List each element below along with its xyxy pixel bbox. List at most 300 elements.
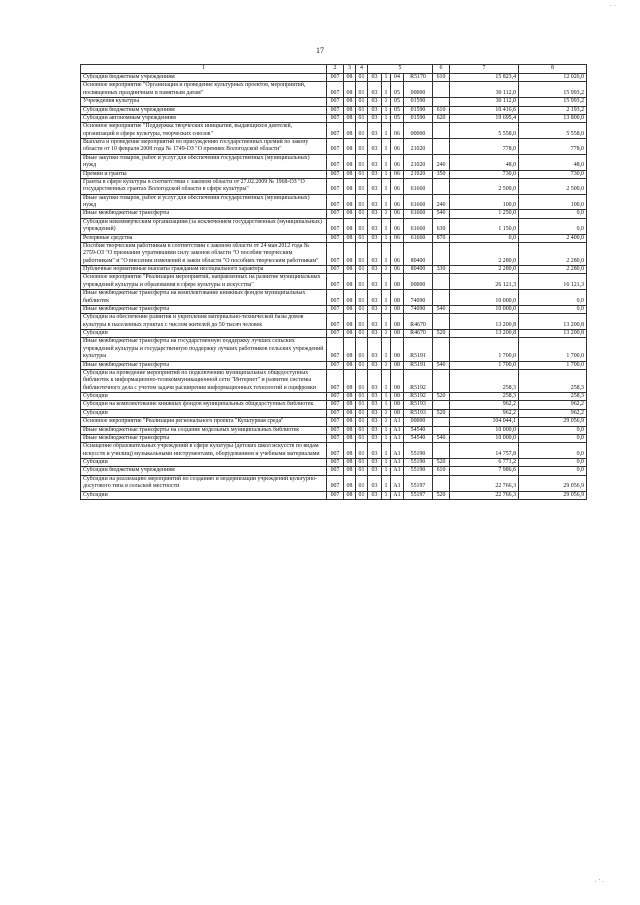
table-row <box>81 361 587 369</box>
amount-year2-cell: 0,0 <box>519 210 587 218</box>
amount-year1-cell: 13 200,8 <box>450 330 519 338</box>
name-cell: Иные закупки товаров, работ и услуг для обеспечения государственных (муниципальных) нужд <box>81 194 327 210</box>
subsection-cell: 01 <box>356 361 368 369</box>
target-event-cell: 05 <box>391 106 404 114</box>
target-direction-cell: R4670 <box>404 314 433 330</box>
section-cell: 08 <box>344 74 356 82</box>
expense-type-cell: 540 <box>433 361 450 369</box>
ved-cell: 007 <box>327 393 344 401</box>
table-row <box>81 409 587 417</box>
target-subprogram-cell: 1 <box>382 330 391 338</box>
target-subprogram-cell: 1 <box>382 194 391 210</box>
expense-type-cell <box>433 242 450 265</box>
target-subprogram-cell: 1 <box>382 409 391 417</box>
section-cell: 08 <box>344 234 356 242</box>
name-cell: Иные межбюджетные трансферты на государственную поддержку лучших сельских учреждений культуры и государственную поддержку лучших работников сельских учреждений культуры <box>81 338 327 361</box>
table-row <box>81 434 587 442</box>
target-event-cell: 08 <box>391 274 404 290</box>
section-cell: 08 <box>344 114 356 122</box>
target-event-cell: A1 <box>391 434 404 442</box>
target-subprogram-cell: 1 <box>382 210 391 218</box>
target-program-cell: 03 <box>368 242 382 265</box>
target-event-cell: 05 <box>391 82 404 98</box>
amount-year2-cell: 1 700,0 <box>519 361 587 369</box>
amount-year2-cell: 258,3 <box>519 369 587 392</box>
section-cell: 08 <box>344 305 356 313</box>
subsection-cell: 01 <box>356 314 368 330</box>
expense-type-cell: 540 <box>433 305 450 313</box>
subsection-cell: 01 <box>356 210 368 218</box>
target-event-cell: 06 <box>391 218 404 234</box>
subsection-cell: 01 <box>356 178 368 194</box>
name-cell: Субсидии на обеспечение развития и укрепления материально-технической базы домов культуры в населенных пунктах с числом жителей до 50 тысяч человек <box>81 314 327 330</box>
target-direction-cell: 21020 <box>404 139 433 155</box>
table-row <box>81 443 587 459</box>
name-cell: Субсидии автономным учреждениям <box>81 114 327 122</box>
subsection-cell: 01 <box>356 426 368 434</box>
target-subprogram-cell: 1 <box>382 314 391 330</box>
table-row <box>81 154 587 170</box>
ved-cell: 007 <box>327 409 344 417</box>
header-cell-3: 3 <box>344 65 356 74</box>
target-direction-cell: 55197 <box>404 491 433 499</box>
table-row <box>81 194 587 210</box>
target-event-cell: 06 <box>391 234 404 242</box>
name-cell: Основное мероприятие "Поддержка творческих инициатив, выдающихся деятелей, организаций в сфере культуры, творческих союзов" <box>81 123 327 139</box>
target-program-cell: 03 <box>368 338 382 361</box>
target-subprogram-cell: 1 <box>382 290 391 306</box>
amount-year1-cell: 10 000,0 <box>450 434 519 442</box>
amount-year2-cell: 13 200,8 <box>519 330 587 338</box>
section-cell: 08 <box>344 459 356 467</box>
amount-year2-cell: 13 200,8 <box>519 314 587 330</box>
amount-year2-cell: 962,2 <box>519 409 587 417</box>
target-direction-cell: 00000 <box>404 123 433 139</box>
ved-cell: 007 <box>327 361 344 369</box>
amount-year2-cell: 0,0 <box>519 443 587 459</box>
target-program-cell: 03 <box>368 234 382 242</box>
target-direction-cell: R5191 <box>404 361 433 369</box>
target-program-cell: 03 <box>368 114 382 122</box>
target-program-cell: 03 <box>368 434 382 442</box>
name-cell: Субсидии на реализацию мероприятий по созданию и модернизации учреждений культурно-досугового типа в сельской местности <box>81 475 327 491</box>
amount-year2-cell: 29 056,9 <box>519 475 587 491</box>
amount-year1-cell: 1 700,0 <box>450 361 519 369</box>
amount-year1-cell: 1 250,0 <box>450 210 519 218</box>
name-cell: Иные межбюджетные трансферты <box>81 210 327 218</box>
expense-type-cell <box>433 274 450 290</box>
table-row <box>81 459 587 467</box>
target-program-cell: 03 <box>368 266 382 274</box>
target-direction-cell: 74090 <box>404 305 433 313</box>
amount-year1-cell: 22 766,3 <box>450 475 519 491</box>
amount-year1-cell: 2 280,0 <box>450 242 519 265</box>
target-subprogram-cell: 1 <box>382 418 391 426</box>
expense-type-cell <box>433 338 450 361</box>
target-subprogram-cell: 1 <box>382 114 391 122</box>
table-row <box>81 178 587 194</box>
target-direction-cell: 80400 <box>404 266 433 274</box>
amount-year1-cell: 258,3 <box>450 393 519 401</box>
target-subprogram-cell: 1 <box>382 74 391 82</box>
target-direction-cell: R5192 <box>404 369 433 392</box>
target-subprogram-cell: 1 <box>382 369 391 392</box>
target-subprogram-cell: 1 <box>382 434 391 442</box>
target-program-cell: 03 <box>368 491 382 499</box>
target-event-cell: 08 <box>391 338 404 361</box>
section-cell: 08 <box>344 443 356 459</box>
target-subprogram-cell: 1 <box>382 98 391 106</box>
amount-year1-cell: 962,2 <box>450 409 519 417</box>
name-cell: Субсидии бюджетным учреждениям <box>81 106 327 114</box>
section-cell: 08 <box>344 434 356 442</box>
table-row <box>81 98 587 106</box>
target-program-cell: 03 <box>368 459 382 467</box>
amount-year1-cell: 2 280,0 <box>450 266 519 274</box>
target-event-cell: 08 <box>391 409 404 417</box>
amount-year2-cell: 0,0 <box>519 305 587 313</box>
target-direction-cell: 54540 <box>404 426 433 434</box>
subsection-cell: 01 <box>356 434 368 442</box>
target-event-cell: 06 <box>391 194 404 210</box>
ved-cell: 007 <box>327 314 344 330</box>
target-subprogram-cell: 1 <box>382 401 391 409</box>
target-event-cell: A1 <box>391 418 404 426</box>
table-row <box>81 418 587 426</box>
target-event-cell: 06 <box>391 266 404 274</box>
target-program-cell: 03 <box>368 274 382 290</box>
subsection-cell: 01 <box>356 74 368 82</box>
table-row <box>81 74 587 82</box>
ved-cell: 007 <box>327 305 344 313</box>
ved-cell: 007 <box>327 459 344 467</box>
target-event-cell: 08 <box>391 290 404 306</box>
expense-type-cell: 240 <box>433 154 450 170</box>
target-program-cell: 03 <box>368 393 382 401</box>
expense-type-cell <box>433 123 450 139</box>
table-row <box>81 82 587 98</box>
target-event-cell: 08 <box>391 393 404 401</box>
amount-year1-cell: 6 771,2 <box>450 459 519 467</box>
subsection-cell: 01 <box>356 290 368 306</box>
amount-year1-cell: 104 044,1 <box>450 418 519 426</box>
table-row <box>81 491 587 499</box>
section-cell: 08 <box>344 409 356 417</box>
name-cell: Иные межбюджетные трансферты <box>81 434 327 442</box>
target-direction-cell: R5192 <box>404 393 433 401</box>
ved-cell: 007 <box>327 154 344 170</box>
target-direction-cell: 01590 <box>404 114 433 122</box>
expense-type-cell: 520 <box>433 330 450 338</box>
expense-type-cell <box>433 314 450 330</box>
section-cell: 08 <box>344 361 356 369</box>
ved-cell: 007 <box>327 426 344 434</box>
amount-year2-cell: 778,0 <box>519 139 587 155</box>
expense-type-cell <box>433 443 450 459</box>
name-cell: Публичные нормативные выплаты гражданам несоциального характера <box>81 266 327 274</box>
subsection-cell: 01 <box>356 139 368 155</box>
subsection-cell: 01 <box>356 114 368 122</box>
target-program-cell: 03 <box>368 361 382 369</box>
target-program-cell: 03 <box>368 106 382 114</box>
header-cell-6: 6 <box>433 65 450 74</box>
amount-year1-cell: 962,2 <box>450 401 519 409</box>
amount-year1-cell: 1 700,0 <box>450 338 519 361</box>
corner-mark-top: · · <box>609 2 616 10</box>
target-program-cell: 03 <box>368 123 382 139</box>
subsection-cell: 01 <box>356 242 368 265</box>
amount-year2-cell: 2 400,0 <box>519 234 587 242</box>
amount-year2-cell: 0,0 <box>519 434 587 442</box>
name-cell: Иные закупки товаров, работ и услуг для обеспечения государственных (муниципальных) нужд <box>81 154 327 170</box>
expense-type-cell: 870 <box>433 234 450 242</box>
ved-cell: 007 <box>327 98 344 106</box>
section-cell: 08 <box>344 210 356 218</box>
subsection-cell: 01 <box>356 369 368 392</box>
ved-cell: 007 <box>327 434 344 442</box>
expense-type-cell: 520 <box>433 393 450 401</box>
amount-year1-cell: 10 000,0 <box>450 426 519 434</box>
subsection-cell: 01 <box>356 274 368 290</box>
amount-year1-cell: 1 150,0 <box>450 218 519 234</box>
section-cell: 08 <box>344 467 356 475</box>
target-program-cell: 03 <box>368 210 382 218</box>
budget-table <box>80 64 587 500</box>
table-row <box>81 290 587 306</box>
subsection-cell: 01 <box>356 401 368 409</box>
amount-year1-cell: 14 757,8 <box>450 443 519 459</box>
table-row <box>81 401 587 409</box>
target-program-cell: 03 <box>368 409 382 417</box>
target-direction-cell: R4670 <box>404 330 433 338</box>
section-cell: 08 <box>344 266 356 274</box>
ved-cell: 007 <box>327 194 344 210</box>
target-subprogram-cell: 1 <box>382 443 391 459</box>
target-program-cell: 03 <box>368 467 382 475</box>
ved-cell: 007 <box>327 330 344 338</box>
target-direction-cell: R5193 <box>404 409 433 417</box>
target-program-cell: 03 <box>368 178 382 194</box>
table-row <box>81 338 587 361</box>
amount-year2-cell: 0,0 <box>519 459 587 467</box>
subsection-cell: 01 <box>356 491 368 499</box>
target-event-cell: 06 <box>391 178 404 194</box>
expense-type-cell <box>433 418 450 426</box>
amount-year2-cell: 258,3 <box>519 393 587 401</box>
ved-cell: 007 <box>327 114 344 122</box>
subsection-cell: 01 <box>356 393 368 401</box>
header-cell-4: 4 <box>356 65 368 74</box>
section-cell: 08 <box>344 82 356 98</box>
amount-year1-cell: 10 000,0 <box>450 290 519 306</box>
section-cell: 08 <box>344 426 356 434</box>
subsection-cell: 01 <box>356 338 368 361</box>
name-cell: Премии и гранты <box>81 170 327 178</box>
amount-year1-cell: 30 112,0 <box>450 98 519 106</box>
header-cell-1: 1 <box>81 65 327 74</box>
name-cell: Иные межбюджетные трансферты <box>81 305 327 313</box>
target-subprogram-cell: 1 <box>382 361 391 369</box>
section-cell: 08 <box>344 178 356 194</box>
target-subprogram-cell: 1 <box>382 218 391 234</box>
ved-cell: 007 <box>327 234 344 242</box>
amount-year2-cell: 15 993,2 <box>519 98 587 106</box>
ved-cell: 007 <box>327 170 344 178</box>
target-program-cell: 03 <box>368 139 382 155</box>
target-event-cell: A1 <box>391 467 404 475</box>
section-cell: 08 <box>344 98 356 106</box>
target-direction-cell: 55190 <box>404 467 433 475</box>
expense-type-cell <box>433 139 450 155</box>
expense-type-cell: 610 <box>433 106 450 114</box>
name-cell: Учреждения культуры <box>81 98 327 106</box>
name-cell: Субсидии некоммерческим организациям (за исключением государственных (муниципальных) учреждений) <box>81 218 327 234</box>
target-direction-cell: 21020 <box>404 170 433 178</box>
target-direction-cell: R5193 <box>404 401 433 409</box>
amount-year2-cell: 100,0 <box>519 194 587 210</box>
table-row <box>81 106 587 114</box>
target-event-cell: 08 <box>391 330 404 338</box>
table-row <box>81 274 587 290</box>
header-cell-2: 2 <box>327 65 344 74</box>
name-cell: Основное мероприятие "Реализация регионального проекта "Культурная среда" <box>81 418 327 426</box>
target-subprogram-cell: 1 <box>382 467 391 475</box>
subsection-cell: 01 <box>356 154 368 170</box>
target-subprogram-cell: 1 <box>382 123 391 139</box>
subsection-cell: 01 <box>356 266 368 274</box>
ved-cell: 007 <box>327 401 344 409</box>
target-event-cell: A1 <box>391 443 404 459</box>
target-event-cell: A1 <box>391 459 404 467</box>
page-number: 17 <box>316 46 324 55</box>
table-row <box>81 218 587 234</box>
subsection-cell: 01 <box>356 330 368 338</box>
amount-year1-cell: 15 823,4 <box>450 74 519 82</box>
section-cell: 08 <box>344 314 356 330</box>
amount-year1-cell: 10 000,0 <box>450 305 519 313</box>
table-row <box>81 305 587 313</box>
amount-year1-cell: 258,3 <box>450 369 519 392</box>
section-cell: 08 <box>344 330 356 338</box>
subsection-cell: 01 <box>356 194 368 210</box>
target-event-cell: 06 <box>391 242 404 265</box>
target-subprogram-cell: 1 <box>382 426 391 434</box>
target-program-cell: 03 <box>368 74 382 82</box>
amount-year1-cell: 10 416,6 <box>450 106 519 114</box>
amount-year1-cell: 730,0 <box>450 170 519 178</box>
name-cell: Иные межбюджетные трансферты <box>81 361 327 369</box>
target-event-cell: 05 <box>391 98 404 106</box>
section-cell: 08 <box>344 139 356 155</box>
amount-year2-cell: 2 280,0 <box>519 266 587 274</box>
target-program-cell: 03 <box>368 426 382 434</box>
target-event-cell: 05 <box>391 114 404 122</box>
subsection-cell: 01 <box>356 218 368 234</box>
ved-cell: 007 <box>327 475 344 491</box>
expense-type-cell: 540 <box>433 210 450 218</box>
section-cell: 08 <box>344 242 356 265</box>
table-row <box>81 369 587 392</box>
target-program-cell: 03 <box>368 82 382 98</box>
table-row <box>81 475 587 491</box>
amount-year2-cell: 0,0 <box>519 426 587 434</box>
subsection-cell: 01 <box>356 409 368 417</box>
subsection-cell: 01 <box>356 475 368 491</box>
amount-year2-cell: 0,0 <box>519 467 587 475</box>
ved-cell: 007 <box>327 369 344 392</box>
expense-type-cell <box>433 475 450 491</box>
target-program-cell: 03 <box>368 443 382 459</box>
section-cell: 08 <box>344 290 356 306</box>
expense-type-cell <box>433 82 450 98</box>
expense-type-cell <box>433 290 450 306</box>
target-direction-cell: 01590 <box>404 98 433 106</box>
ved-cell: 007 <box>327 218 344 234</box>
amount-year1-cell: 0,0 <box>450 234 519 242</box>
ved-cell: 007 <box>327 338 344 361</box>
ved-cell: 007 <box>327 74 344 82</box>
target-direction-cell: 21020 <box>404 154 433 170</box>
expense-type-cell: 610 <box>433 74 450 82</box>
expense-type-cell: 620 <box>433 114 450 122</box>
table-row <box>81 426 587 434</box>
name-cell: Основное мероприятие "Организация и проведение культурных проектов, мероприятий, посвященных праздничным и памятным датам" <box>81 82 327 98</box>
amount-year1-cell: 7 986,6 <box>450 467 519 475</box>
expense-type-cell: 610 <box>433 467 450 475</box>
target-direction-cell: 00000 <box>404 82 433 98</box>
section-cell: 08 <box>344 475 356 491</box>
target-program-cell: 03 <box>368 218 382 234</box>
amount-year2-cell: 12 026,0 <box>519 74 587 82</box>
subsection-cell: 01 <box>356 418 368 426</box>
target-direction-cell: 61660 <box>404 178 433 194</box>
section-cell: 08 <box>344 170 356 178</box>
target-subprogram-cell: 1 <box>382 82 391 98</box>
expense-type-cell <box>433 369 450 392</box>
amount-year1-cell: 5 558,0 <box>450 123 519 139</box>
expense-type-cell: 520 <box>433 459 450 467</box>
amount-year2-cell: 2 500,0 <box>519 178 587 194</box>
expense-type-cell <box>433 401 450 409</box>
target-direction-cell: R5170 <box>404 74 433 82</box>
name-cell: Субсидии <box>81 459 327 467</box>
name-cell: Иные межбюджетные трансферты на создание модельных муниципальных библиотек <box>81 426 327 434</box>
name-cell: Выплата и проведение мероприятий по присуждению государственных премий по закону области от 10 февраля 2008 года № 1749-ОЗ "О премиях Вологодской области" <box>81 139 327 155</box>
amount-year1-cell: 13 200,8 <box>450 314 519 330</box>
section-cell: 08 <box>344 418 356 426</box>
section-cell: 08 <box>344 393 356 401</box>
target-program-cell: 03 <box>368 418 382 426</box>
ved-cell: 007 <box>327 443 344 459</box>
target-subprogram-cell: 1 <box>382 491 391 499</box>
table-row <box>81 139 587 155</box>
table-row <box>81 210 587 218</box>
amount-year2-cell: 15 993,2 <box>519 82 587 98</box>
table-row <box>81 123 587 139</box>
amount-year1-cell: 48,0 <box>450 154 519 170</box>
ved-cell: 007 <box>327 491 344 499</box>
target-event-cell: 08 <box>391 305 404 313</box>
expense-type-cell: 240 <box>433 194 450 210</box>
name-cell: Субсидии на комплектование книжных фондов муниципальных общедоступных библиотек <box>81 401 327 409</box>
expense-type-cell <box>433 178 450 194</box>
name-cell: Субсидии <box>81 409 327 417</box>
name-cell: Пособия творческим работникам в соответствии с законом области от 24 мая 2012 года № 2759-ОЗ "О признании утратившими силу законов области "О пособии творческим работникам" и "О внесении изменений в закон области "О пособиях творческим работникам" <box>81 242 327 265</box>
header-cell-5: 5 <box>368 65 433 74</box>
name-cell: Субсидии бюджетным учреждениям <box>81 74 327 82</box>
expense-type-cell: 540 <box>433 434 450 442</box>
target-subprogram-cell: 1 <box>382 242 391 265</box>
